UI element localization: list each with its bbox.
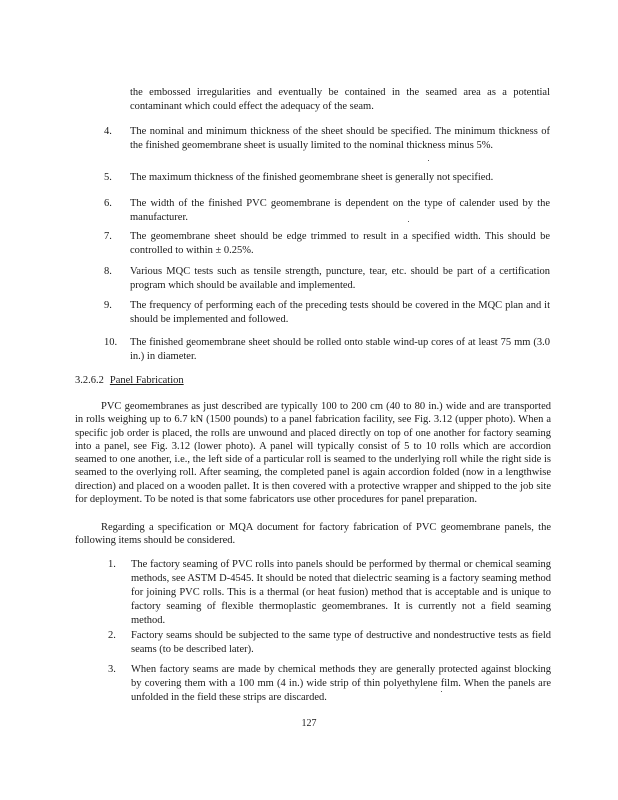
list-item-number: 3.	[108, 664, 116, 675]
list-item-number: 4.	[104, 126, 112, 137]
list-item-text: The maximum thickness of the finished geomembrane sheet is generally not specified.	[130, 172, 494, 183]
list-item-number: 1.	[108, 559, 116, 570]
list-item-text: The width of the finished PVC geomembrane is dependent on the type of calender used by the manufacturer.	[130, 198, 550, 223]
list-item-number: 5.	[104, 172, 112, 183]
page-number: 127	[301, 718, 317, 729]
list-item-number: 2.	[108, 630, 116, 641]
body-paragraph: Regarding a specification or MQA document for factory fabrication of PVC geomembrane panels, the following items should be considered.	[75, 522, 551, 547]
scan-speck	[441, 691, 442, 692]
list-item-text: When factory seams are made by chemical methods they are generally protected against blocking by covering them with a 100 mm (4 in.) wide strip of thin polyethylene film. When the panels are unfolded in the field these strips are discarded.	[131, 664, 551, 703]
section-title: Panel Fabrication	[109, 375, 184, 386]
list-item-text: The frequency of performing each of the preceding tests should be covered in the MQC plan and it should be implemented and followed.	[130, 300, 550, 325]
list-item-number: 8.	[104, 266, 112, 277]
list-item-text: The nominal and minimum thickness of the sheet should be specified. The minimum thickness of the finished geomembrane sheet is usually limited to the nominal thickness minus 5%.	[130, 126, 550, 151]
list-item-text: The factory seaming of PVC rolls into panels should be performed by thermal or chemical seaming methods, see ASTM D-4545. It should be noted that dielectric seaming is a factory seaming method for joining PVC rolls. This is a thermal (or heat fusion) method that is acceptable and is unique to factory seaming of flexible thermoplastic geomembranes. It is currently not a field seaming method.	[131, 559, 551, 626]
list-item-number: 7.	[104, 231, 112, 242]
list-item-number: 10.	[104, 337, 118, 348]
list-item-number: 6.	[104, 198, 112, 209]
body-paragraph: PVC geomembranes as just described are typically 100 to 200 cm (40 to 80 in.) wide and are transported in rolls weighing up to 6.7 kN (1500 pounds) to a panel fabrication facility, see Fig. 3.12 (upper photo). When a specific job order is placed, the rolls are unwound and placed directly on top of one another for factory seaming into a panel, see Fig. 3.12 (lower photo). A panel will typically consist of 5 to 10 rolls which are accordion seamed to one another, i.e., the left side of a particular roll is seamed to the underlying roll while the right side is seamed to the overlying roll. After seaming, the completed panel is again accordion folded (now in a lengthwise direction) and placed on a wooden pallet. It is then covered with a protective wrapper and shipped to the job site for deployment. To be noted is that some fabricators use other procedures for panel preparation.	[75, 401, 551, 506]
list-item-text: Factory seams should be subjected to the same type of destructive and nondestructive tests as field seams (to be described later).	[131, 630, 551, 655]
section-heading	[75, 374, 184, 388]
continuation-paragraph: the embossed irregularities and eventually be contained in the seamed area as a potential contaminant which could effect the adequacy of the seam.	[130, 87, 550, 112]
list-item-text: The finished geomembrane sheet should be rolled onto stable wind-up cores of at least 75 mm (3.0 in.) in diameter.	[130, 337, 550, 362]
list-item-number: 9.	[104, 300, 112, 311]
section-number: 3.2.6.2	[75, 375, 104, 386]
scan-speck	[428, 160, 429, 161]
list-item-text: The geomembrane sheet should be edge trimmed to result in a specified width. This should be controlled to within ± 0.25%.	[130, 231, 550, 256]
scan-speck	[408, 221, 409, 222]
list-item-text: Various MQC tests such as tensile strength, puncture, tear, etc. should be part of a certification program which should be available and implemented.	[130, 266, 550, 291]
